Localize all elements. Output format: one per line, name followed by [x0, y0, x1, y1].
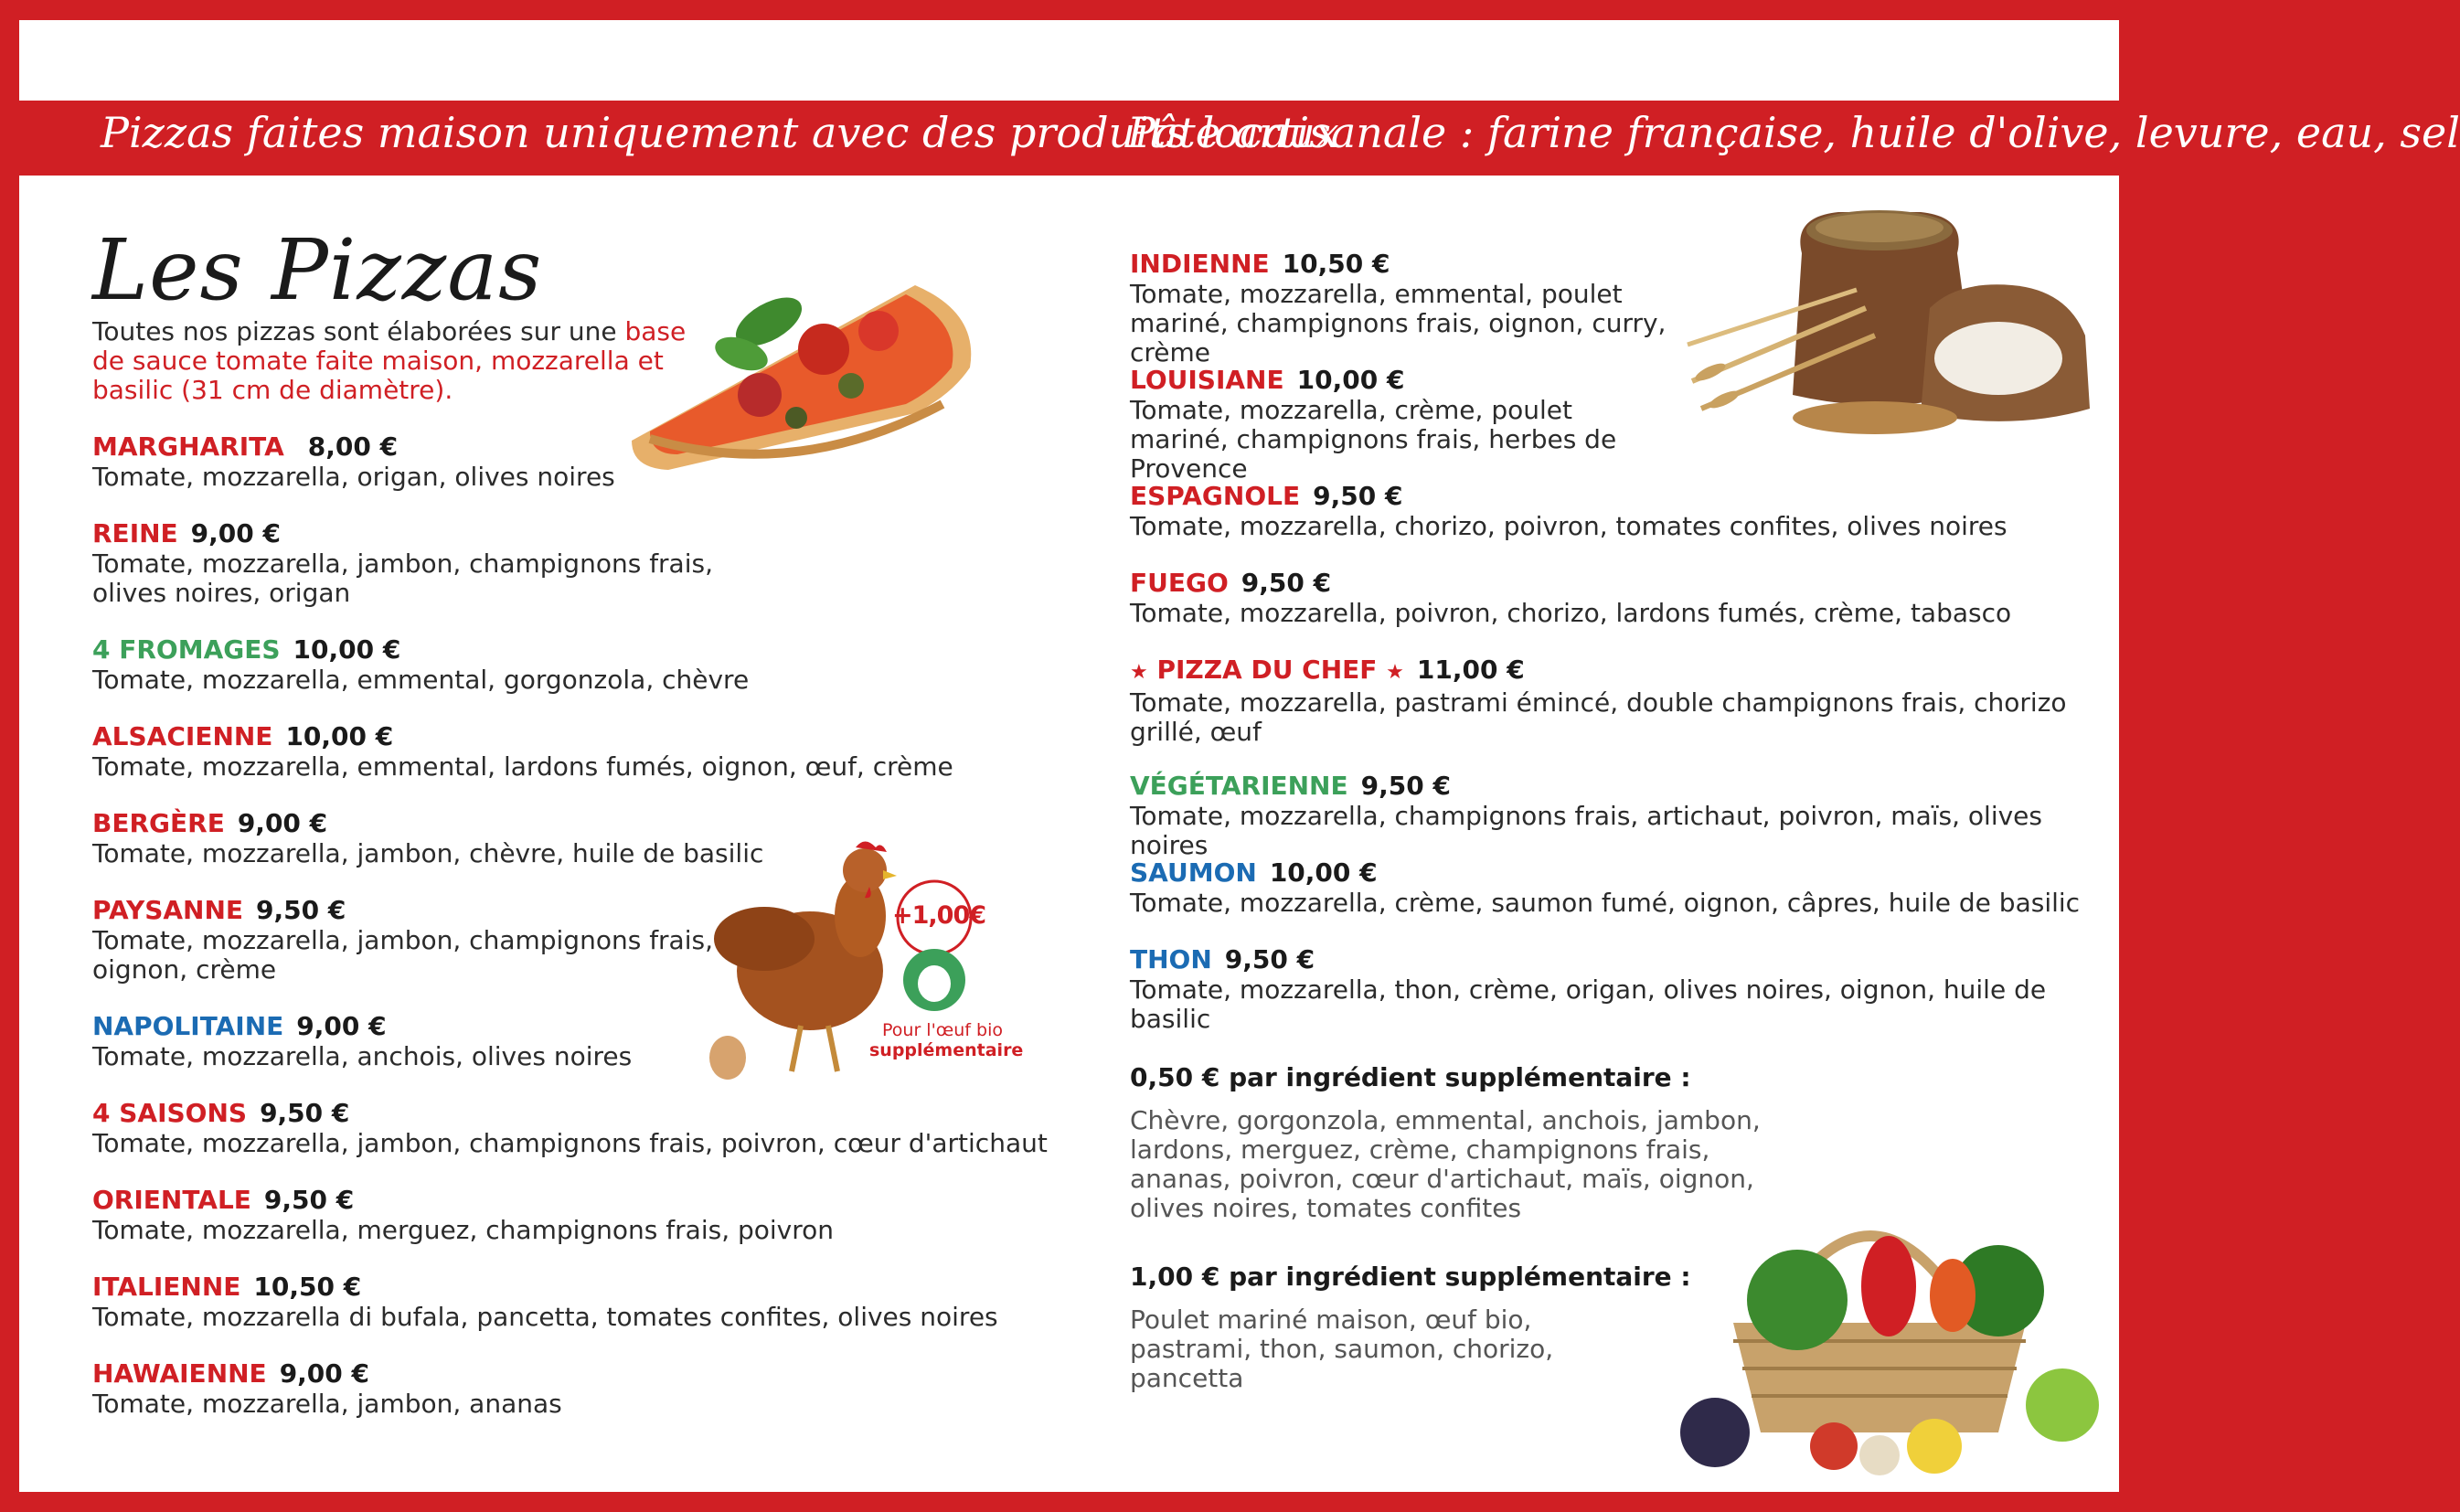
item-name: LOUISIANE	[1130, 365, 1284, 395]
menu-item	[1130, 568, 2011, 628]
supplement-list: Chèvre, gorgonzola, emmental, anchois, jambon, lardons, merguez, crème, champignons frais, ananas, poivron, cœur d'artichaut, maïs, oignon, olives noires, tomates confites	[1130, 1105, 1761, 1223]
item-name: PAYSANNE	[92, 895, 244, 925]
supplement-title: 1,00 € par ingrédient supplémentaire :	[1130, 1262, 1691, 1292]
item-price: 9,50 €	[1241, 568, 1332, 598]
item-name: FUEGO	[1130, 568, 1229, 598]
item-description: Tomate, mozzarella, champignons frais, artichaut, poivron, maïs, olives noires	[1130, 801, 2042, 860]
item-description: Tomate, mozzarella, thon, crème, origan, olives noires, oignon, huile de basilic	[1130, 974, 2047, 1034]
item-name: ITALIENNE	[92, 1272, 241, 1302]
item-name: HAWAIENNE	[92, 1358, 267, 1389]
item-description: Tomate, mozzarella, jambon, champignons frais, oignon, crème	[92, 925, 713, 985]
banner-left-text: Pizzas faites maison uniquement avec des produits locaux	[101, 108, 1339, 157]
page-title: Les Pizzas	[92, 221, 543, 319]
item-price: 8,00 €	[307, 431, 399, 462]
menu-item	[92, 895, 760, 985]
menu-item	[92, 518, 760, 608]
item-description: Tomate, mozzarella, poivron, chorizo, lardons fumés, crème, tabasco	[1130, 598, 2012, 628]
item-name: INDIENNE	[1130, 249, 1270, 279]
item-name: PIZZA DU CHEF	[1156, 655, 1378, 685]
top-strip	[19, 20, 2119, 101]
item-description: Tomate, mozzarella, jambon, chèvre, huile de basilic	[92, 838, 764, 868]
item-price: 10,50 €	[1282, 249, 1390, 279]
item-price: 9,00 €	[296, 1011, 387, 1041]
item-price: 10,00 €	[1296, 365, 1405, 395]
pizza-slice-image	[613, 258, 997, 477]
menu-item	[1130, 249, 1715, 367]
star-icon: ★	[1386, 661, 1404, 684]
egg-supplement-badge	[892, 879, 986, 1017]
item-name: 4 FROMAGES	[92, 634, 281, 665]
item-description: Tomate, mozzarella di bufala, pancetta, tomates confites, olives noires	[92, 1302, 998, 1332]
menu-item	[92, 1011, 632, 1071]
item-price: 9,50 €	[256, 895, 346, 925]
supplement-title: 0,50 € par ingrédient supplémentaire :	[1130, 1062, 1691, 1092]
intro-plain: Toutes nos pizzas sont élaborées sur une	[92, 316, 625, 346]
item-name: THON	[1130, 944, 1212, 974]
item-description: Tomate, mozzarella, jambon, champignons frais, olives noires, origan	[92, 548, 713, 608]
item-name: VÉGÉTARIENNE	[1130, 771, 1348, 801]
menu-item	[92, 1185, 834, 1245]
item-description: Tomate, mozzarella, emmental, lardons fumés, oignon, œuf, crème	[92, 751, 953, 782]
item-price: 10,00 €	[293, 634, 401, 665]
item-name: 4 SAISONS	[92, 1098, 248, 1128]
flour-sacks-image	[1683, 198, 2103, 445]
item-price: 10,00 €	[1269, 857, 1378, 888]
badge-circle-icon	[892, 879, 986, 1017]
item-price: 10,00 €	[285, 721, 394, 751]
intro-highlight: base de sauce tomate faite maison, mozzarella et basilic (31 cm de diamètre).	[92, 316, 687, 405]
menu-item	[92, 721, 953, 782]
item-description: Tomate, mozzarella, crème, poulet mariné, champignons frais, herbes de Provence	[1130, 395, 1617, 484]
banner-right-text: Pâte artisanale : farine française, huile d'olive, levure, eau, sel	[1127, 108, 2460, 157]
egg-note-line1: Pour l'œuf bio	[882, 1020, 1003, 1040]
item-name: MARGHARITA	[92, 431, 284, 462]
menu-item	[1130, 944, 2119, 1034]
item-price: 9,50 €	[1360, 771, 1451, 801]
item-description: Tomate, mozzarella, chorizo, poivron, tomates confites, olives noires	[1130, 511, 2007, 541]
egg-supplement-note	[869, 1020, 1024, 1060]
item-name: BERGÈRE	[92, 808, 225, 838]
item-name: NAPOLITAINE	[92, 1011, 284, 1041]
item-price: 9,00 €	[237, 808, 328, 838]
item-description: Tomate, mozzarella, merguez, champignons frais, poivron	[92, 1215, 835, 1245]
item-description: Tomate, mozzarella, jambon, champignons frais, poivron, cœur d'artichaut	[92, 1128, 1048, 1158]
item-price: 9,50 €	[1313, 481, 1403, 511]
intro-text	[92, 317, 696, 405]
egg-note-line2: supplémentaire	[869, 1040, 1024, 1060]
menu-item	[92, 1358, 562, 1419]
item-description: Tomate, mozzarella, crème, saumon fumé, oignon, câpres, huile de basilic	[1130, 888, 2081, 918]
menu-item	[92, 431, 615, 492]
item-name: ESPAGNOLE	[1130, 481, 1301, 511]
item-name: ALSACIENNE	[92, 721, 273, 751]
menu-item	[92, 1098, 1048, 1158]
item-name: ORIENTALE	[92, 1185, 251, 1215]
menu-item	[1130, 481, 2007, 541]
egg-badge-price: +1,00€	[892, 901, 986, 930]
item-price: 9,00 €	[190, 518, 281, 548]
item-description: Tomate, mozzarella, origan, olives noires	[92, 462, 615, 492]
item-description: Tomate, mozzarella, emmental, gorgonzola, chèvre	[92, 665, 750, 695]
item-price: 10,50 €	[253, 1272, 362, 1302]
star-icon: ★	[1130, 661, 1148, 684]
supplement-list: Poulet mariné maison, œuf bio, pastrami, thon, saumon, chorizo, pancetta	[1130, 1304, 1554, 1393]
item-description: Tomate, mozzarella, jambon, ananas	[92, 1389, 562, 1419]
item-name: SAUMON	[1130, 857, 1257, 888]
item-price: 9,50 €	[260, 1098, 350, 1128]
menu-item	[92, 634, 749, 695]
item-name: REINE	[92, 518, 178, 548]
menu-page	[19, 176, 2119, 1492]
menu-item	[92, 808, 763, 868]
item-description: Tomate, mozzarella, pastrami émincé, double champignons frais, chorizo grillé, œuf	[1130, 687, 2067, 747]
item-description: Tomate, mozzarella, emmental, poulet mariné, champignons frais, oignon, curry, crème	[1130, 279, 1667, 367]
menu-item	[1130, 857, 2080, 918]
item-description: Tomate, mozzarella, anchois, olives noires	[92, 1041, 633, 1071]
menu-item	[92, 1272, 998, 1332]
item-price: 9,50 €	[263, 1185, 355, 1215]
menu-item	[1130, 655, 2081, 747]
item-price: 9,00 €	[279, 1358, 370, 1389]
menu-item	[1130, 365, 1678, 484]
item-price: 9,50 €	[1224, 944, 1315, 974]
menu-item	[1130, 771, 2119, 860]
item-price: 11,00 €	[1416, 655, 1525, 685]
